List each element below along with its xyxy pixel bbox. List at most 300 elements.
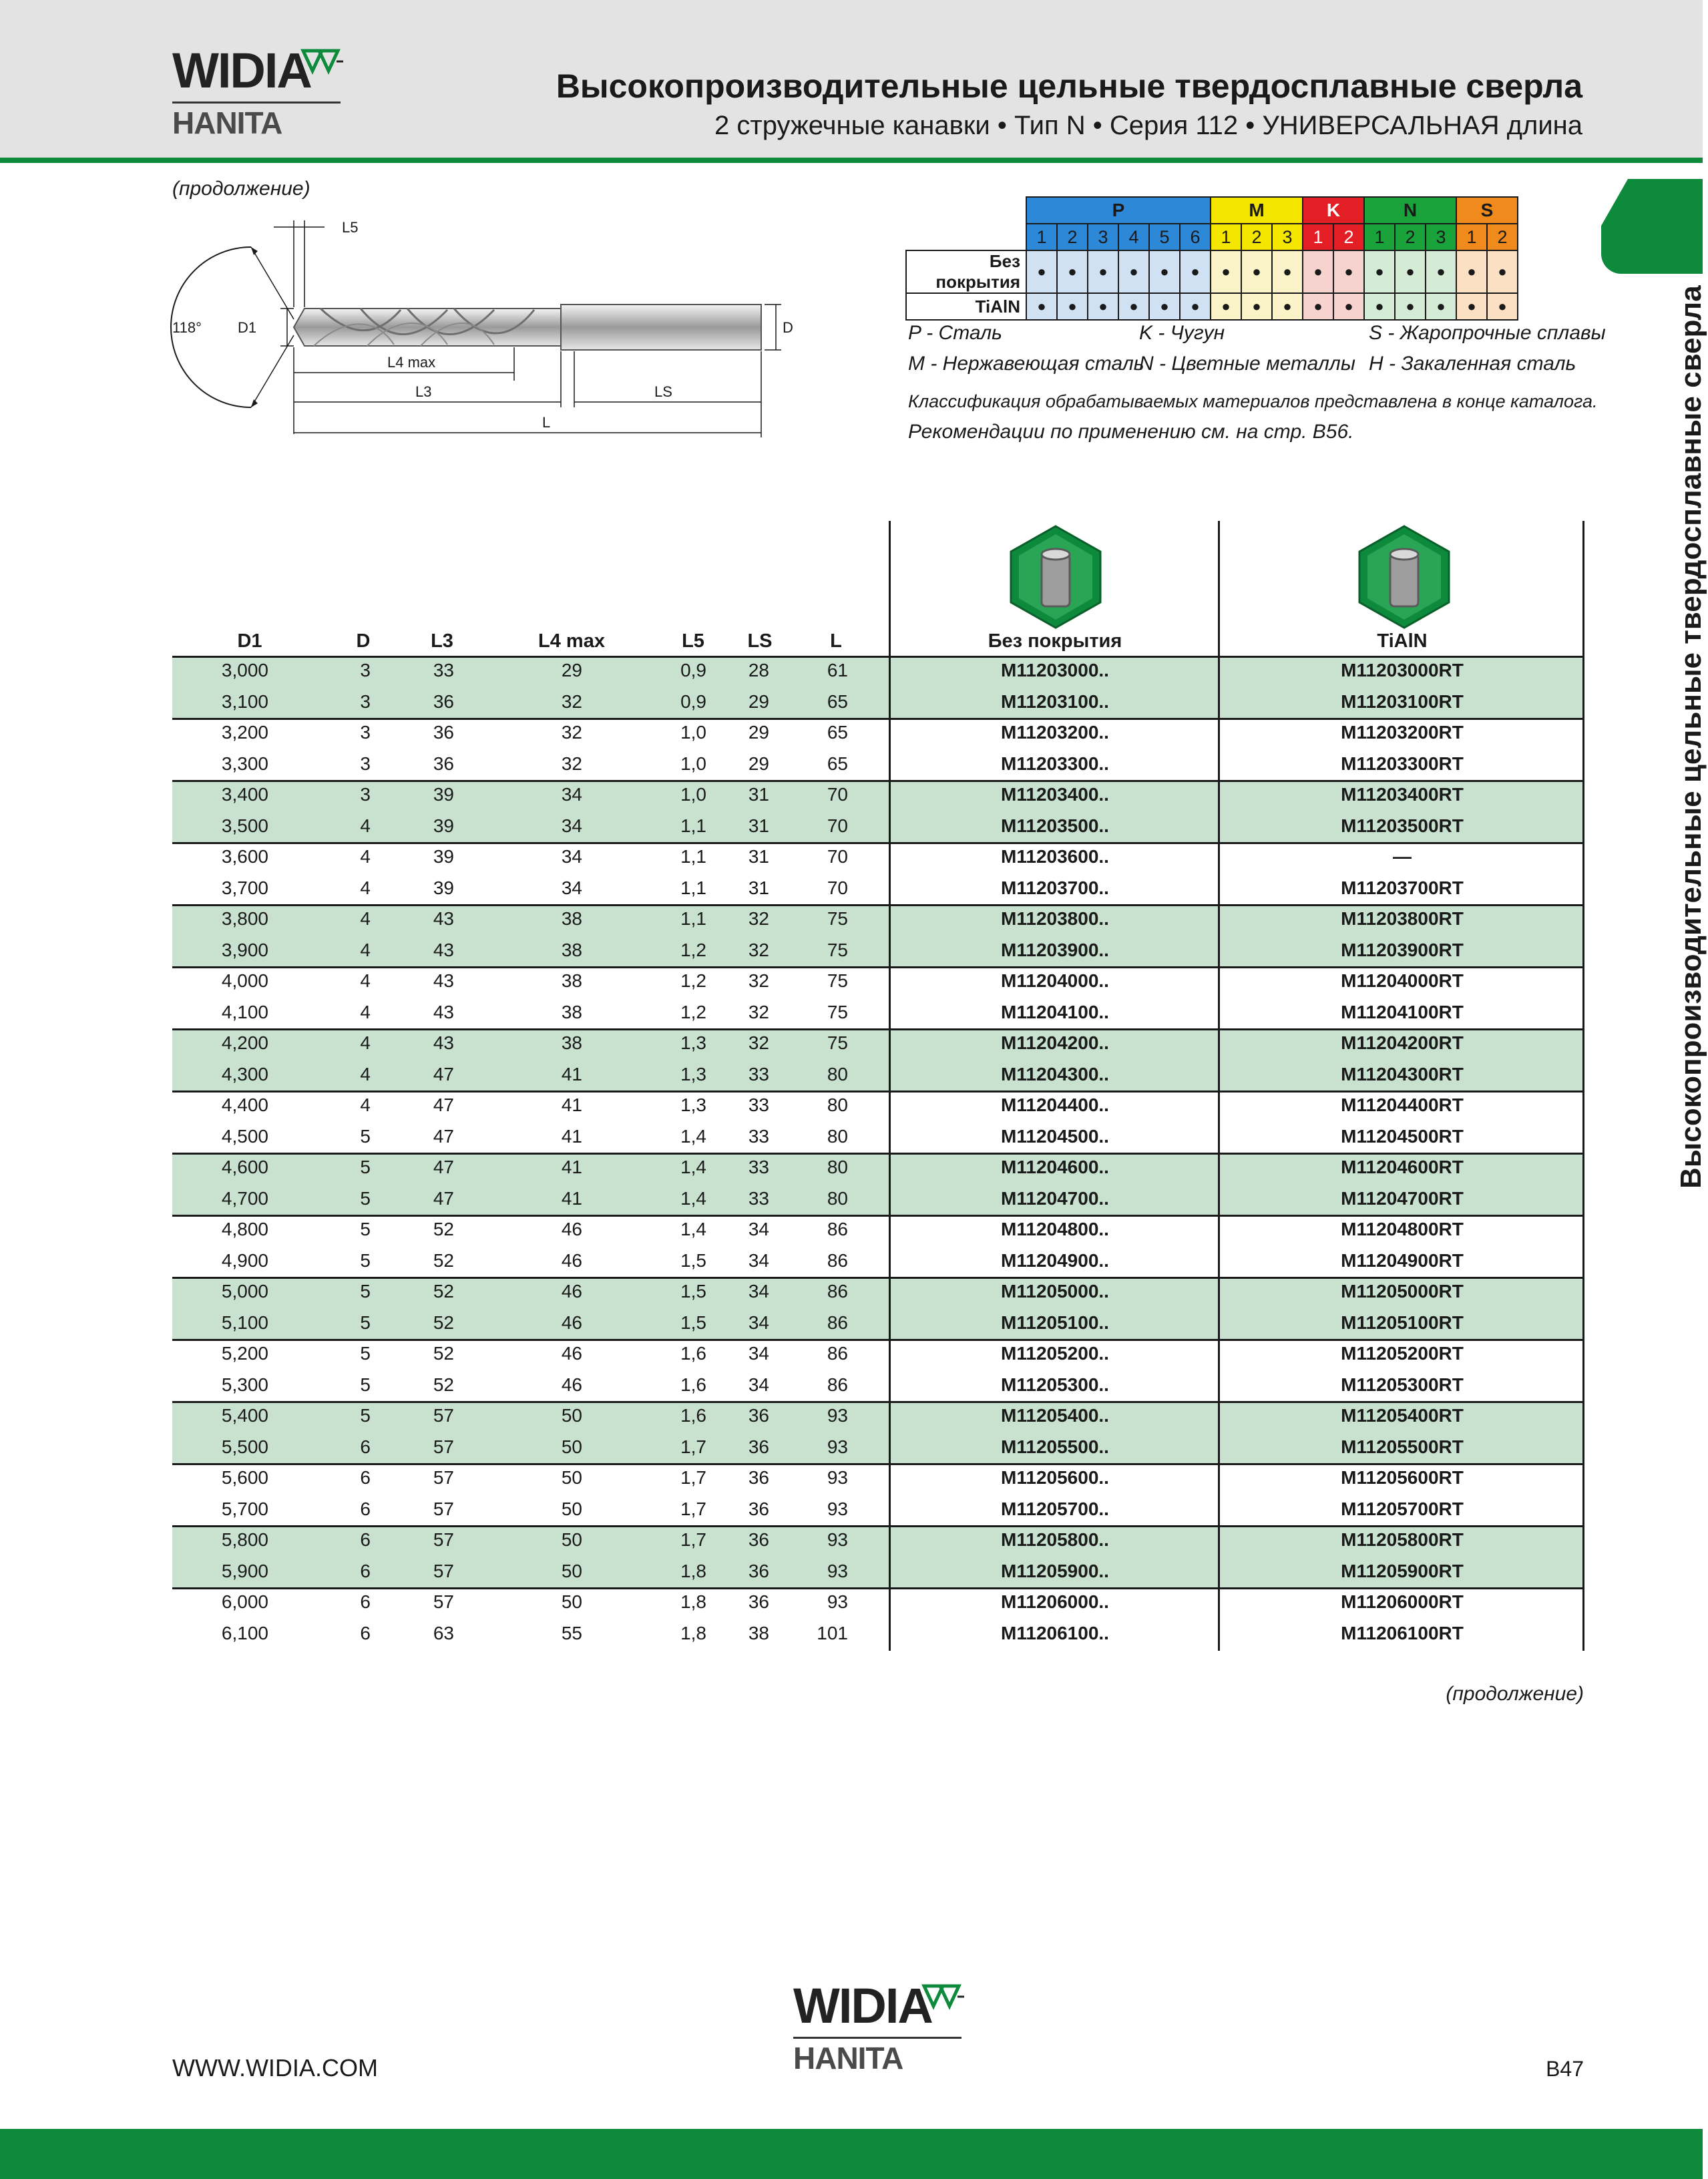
footer-logo xyxy=(793,1979,967,2079)
dimension-cell: 36 xyxy=(748,1405,769,1426)
part-number-cell: M11205800RT xyxy=(1341,1529,1464,1550)
part-number-cell: M11204600.. xyxy=(1001,1157,1109,1177)
dimension-cell: 36 xyxy=(433,690,454,712)
column-header: Без покрытия xyxy=(988,630,1122,652)
dimension-cell: 36 xyxy=(433,722,454,743)
dimension-cell: 4 xyxy=(360,1063,371,1084)
grid-dot: ● xyxy=(1026,250,1057,293)
dimension-cell: 1,3 xyxy=(680,1063,706,1084)
dimension-cell: 1,2 xyxy=(680,1001,706,1022)
logo-divider xyxy=(172,102,341,104)
part-number-cell: — xyxy=(1393,846,1412,867)
dimension-cell: 6 xyxy=(360,1529,371,1550)
dimension-cell: 5 xyxy=(360,1125,371,1147)
dimension-cell: 6 xyxy=(360,1622,371,1643)
part-number-cell: M11203700.. xyxy=(1001,877,1109,898)
part-number-cell: M11203700RT xyxy=(1341,877,1464,898)
dimension-cell: 5 xyxy=(360,1281,371,1302)
dimension-cell: 33 xyxy=(748,1063,769,1084)
dimension-cell: 57 xyxy=(433,1467,454,1488)
part-number-cell: M11205700.. xyxy=(1001,1498,1109,1519)
dimension-cell: 4,300 xyxy=(221,1063,268,1084)
dimension-cell: 34 xyxy=(561,815,582,836)
column-header: D xyxy=(356,630,371,652)
column-header: LS xyxy=(747,630,773,652)
dimension-cell: 3,000 xyxy=(221,660,268,680)
part-number-cell: M11204000.. xyxy=(1001,970,1109,991)
dimension-cell: 61 xyxy=(827,660,848,680)
grid-dot: ● xyxy=(1149,250,1180,293)
drill-ls-label: LS xyxy=(654,383,672,400)
part-number-cell: M11205600.. xyxy=(1001,1467,1109,1488)
grid-row-label: Без покрытия xyxy=(906,250,1026,293)
dimension-cell: 32 xyxy=(748,939,769,960)
grid-dot: ● xyxy=(1118,293,1149,320)
dimension-cell: 86 xyxy=(827,1249,848,1271)
grid-subgroup: 1 xyxy=(1456,224,1487,250)
dimension-cell: 39 xyxy=(433,846,454,867)
dimension-cell: 3 xyxy=(360,753,371,774)
dimension-cell: 4,000 xyxy=(221,970,268,991)
drill-d-label: D xyxy=(783,319,793,336)
column-header: L4 max xyxy=(538,630,605,652)
dimension-cell: 1,8 xyxy=(680,1591,706,1612)
grid-subgroup: 2 xyxy=(1333,224,1364,250)
dimension-cell: 93 xyxy=(827,1591,848,1612)
part-number-cell: M11203300RT xyxy=(1341,753,1464,774)
dimension-cell: 3 xyxy=(360,722,371,743)
dimension-cell: 1,1 xyxy=(680,877,706,898)
dimension-cell: 1,3 xyxy=(680,1095,706,1115)
part-number-cell: M11203200.. xyxy=(1001,722,1109,743)
dimension-cell: 80 xyxy=(827,1125,848,1147)
dimension-cell: 1,1 xyxy=(680,815,706,836)
dimension-cell: 57 xyxy=(433,1436,454,1457)
dimension-cell: 75 xyxy=(827,1032,848,1053)
grid-dot: ● xyxy=(1426,250,1456,293)
dimension-cell: 4 xyxy=(360,939,371,960)
grid-dot: ● xyxy=(1333,250,1364,293)
dimension-cell: 93 xyxy=(827,1467,848,1488)
dimension-cell: 43 xyxy=(433,1001,454,1022)
dimension-cell: 41 xyxy=(561,1187,582,1209)
dimension-cell: 5 xyxy=(360,1312,371,1333)
dimension-cell: 41 xyxy=(561,1095,582,1115)
dimension-cell: 3,400 xyxy=(221,784,268,805)
part-number-cell: M11205700RT xyxy=(1341,1498,1464,1519)
dimension-cell: 5,200 xyxy=(221,1343,268,1364)
dimension-cell: 4 xyxy=(360,970,371,991)
part-number-cell: M11205200.. xyxy=(1001,1343,1109,1364)
dimension-cell: 39 xyxy=(433,815,454,836)
dimension-cell: 4,200 xyxy=(221,1032,268,1053)
dimension-cell: 52 xyxy=(433,1249,454,1271)
dimension-cell: 50 xyxy=(561,1405,582,1426)
dimension-cell: 5,500 xyxy=(221,1436,268,1457)
grid-subgroup: 1 xyxy=(1303,224,1333,250)
dimension-cell: 34 xyxy=(748,1219,769,1239)
dimension-cell: 5 xyxy=(360,1374,371,1395)
dimension-cell: 70 xyxy=(827,784,848,805)
part-number-cell: M11204800.. xyxy=(1001,1219,1109,1239)
grid-dot: ● xyxy=(1456,250,1487,293)
dimension-cell: 70 xyxy=(827,877,848,898)
part-number-cell: M11204500RT xyxy=(1341,1125,1464,1147)
dimension-cell: 31 xyxy=(748,784,769,805)
widia-triangle-icon xyxy=(299,47,346,80)
dimension-cell: 1,6 xyxy=(680,1374,706,1395)
footer-logo-hanita: HANITA xyxy=(793,2041,903,2075)
row-group-divider xyxy=(172,1587,1584,1589)
dimension-cell: 50 xyxy=(561,1467,582,1488)
grid-dot: ● xyxy=(1487,293,1518,320)
part-number-cell: M11205300.. xyxy=(1001,1374,1109,1395)
grid-subgroup: 3 xyxy=(1426,224,1456,250)
grid-dot: ● xyxy=(1456,293,1487,320)
dimension-cell: 38 xyxy=(561,908,582,929)
grid-dot: ● xyxy=(1426,293,1456,320)
column-header: D1 xyxy=(237,630,262,652)
dimension-cell: 32 xyxy=(561,722,582,743)
dimension-cell: 57 xyxy=(433,1591,454,1612)
legend-item: H - Закаленная сталь xyxy=(1369,353,1576,375)
part-number-cell: M11205000RT xyxy=(1341,1281,1464,1302)
grid-subgroup: 2 xyxy=(1057,224,1088,250)
dimension-cell: 36 xyxy=(748,1436,769,1457)
dimension-cell: 29 xyxy=(748,690,769,712)
grid-dot: ● xyxy=(1026,293,1057,320)
dimension-cell: 1,0 xyxy=(680,722,706,743)
part-number-cell: M11203500RT xyxy=(1341,815,1464,836)
grid-group-p: P xyxy=(1026,197,1211,224)
grid-group-m: M xyxy=(1211,197,1303,224)
part-number-cell: M11206100.. xyxy=(1001,1622,1109,1643)
dimension-cell: 93 xyxy=(827,1436,848,1457)
dimension-cell: 5,000 xyxy=(221,1281,268,1302)
part-number-cell: M11203400.. xyxy=(1001,784,1109,805)
dimension-cell: 36 xyxy=(748,1467,769,1488)
dimension-cell: 75 xyxy=(827,1001,848,1022)
grid-dot: ● xyxy=(1333,293,1364,320)
dimension-cell: 36 xyxy=(748,1560,769,1581)
dimension-cell: 75 xyxy=(827,908,848,929)
legend-recommendation-note: Рекомендации по применению см. на стр. B56. xyxy=(908,421,1354,443)
part-number-cell: M11204200.. xyxy=(1001,1032,1109,1053)
dimension-cell: 93 xyxy=(827,1405,848,1426)
grid-dot: ● xyxy=(1057,293,1088,320)
dimension-cell: 6 xyxy=(360,1591,371,1612)
dimension-cell: 5,900 xyxy=(221,1560,268,1581)
column-header: TiAlN xyxy=(1377,630,1428,652)
dimension-cell: 34 xyxy=(748,1312,769,1333)
dimension-cell: 32 xyxy=(748,1032,769,1053)
dimension-cell: 80 xyxy=(827,1095,848,1115)
grid-dot: ● xyxy=(1303,250,1333,293)
continued-top: (продолжение) xyxy=(172,178,310,200)
dimension-cell: 1,2 xyxy=(680,939,706,960)
dimension-cell: 28 xyxy=(748,660,769,680)
dimension-cell: 0,9 xyxy=(680,690,706,712)
dimension-cell: 75 xyxy=(827,939,848,960)
grid-dot: ● xyxy=(1057,250,1088,293)
dimension-cell: 52 xyxy=(433,1219,454,1239)
dimension-cell: 101 xyxy=(817,1622,848,1643)
part-number-cell: M11205500.. xyxy=(1001,1436,1109,1457)
grid-subgroup: 2 xyxy=(1487,224,1518,250)
grid-subgroup: 3 xyxy=(1088,224,1118,250)
dimension-cell: 4,700 xyxy=(221,1187,268,1209)
grid-dot: ● xyxy=(1149,293,1180,320)
dimension-cell: 6,000 xyxy=(221,1591,268,1612)
column-divider xyxy=(889,521,891,1651)
dimension-cell: 3,700 xyxy=(221,877,268,898)
row-group-divider xyxy=(172,1401,1584,1403)
section-tab-notch xyxy=(1601,179,1628,226)
legend-item: N - Цветные металлы xyxy=(1139,353,1355,375)
part-number-cell: M11203000.. xyxy=(1001,660,1109,680)
dimension-cell: 29 xyxy=(561,660,582,680)
dimension-cell: 1,0 xyxy=(680,753,706,774)
part-number-cell: M11204400RT xyxy=(1341,1095,1464,1115)
dimension-cell: 63 xyxy=(433,1622,454,1643)
part-number-cell: M11205400.. xyxy=(1001,1405,1109,1426)
part-number-cell: M11203300.. xyxy=(1001,753,1109,774)
dimension-cell: 4 xyxy=(360,815,371,836)
part-number-cell: M11204700.. xyxy=(1001,1187,1109,1209)
dimension-cell: 47 xyxy=(433,1095,454,1115)
dimension-cell: 32 xyxy=(561,753,582,774)
row-group-divider xyxy=(172,1277,1584,1279)
dimension-cell: 1,4 xyxy=(680,1187,706,1209)
dimension-cell: 3,300 xyxy=(221,753,268,774)
dimension-cell: 46 xyxy=(561,1249,582,1271)
dimension-cell: 0,9 xyxy=(680,660,706,680)
column-header: L xyxy=(830,630,842,652)
part-number-cell: M11203200RT xyxy=(1341,722,1464,743)
part-number-cell: M11205800.. xyxy=(1001,1529,1109,1550)
dimension-cell: 29 xyxy=(748,722,769,743)
dimension-cell: 86 xyxy=(827,1219,848,1239)
part-number-cell: M11205900.. xyxy=(1001,1560,1109,1581)
dimension-cell: 3,200 xyxy=(221,722,268,743)
part-number-cell: M11203100RT xyxy=(1341,690,1464,712)
grid-subgroup: 2 xyxy=(1395,224,1426,250)
dimension-cell: 1,7 xyxy=(680,1467,706,1488)
part-number-cell: M11205100.. xyxy=(1001,1312,1109,1333)
dimension-cell: 4 xyxy=(360,846,371,867)
dimension-cell: 80 xyxy=(827,1063,848,1084)
row-group-divider xyxy=(172,1463,1584,1465)
part-number-cell: M11204600RT xyxy=(1341,1157,1464,1177)
row-group-divider xyxy=(172,656,1584,658)
drill-drawing xyxy=(160,207,801,454)
grid-subgroup: 6 xyxy=(1180,224,1211,250)
dimension-cell: 5 xyxy=(360,1249,371,1271)
part-number-cell: M11205100RT xyxy=(1341,1312,1464,1333)
dimension-cell: 4 xyxy=(360,1032,371,1053)
dimension-cell: 6 xyxy=(360,1436,371,1457)
grid-subgroup: 1 xyxy=(1364,224,1395,250)
dimension-cell: 4,400 xyxy=(221,1095,268,1115)
dimension-cell: 46 xyxy=(561,1374,582,1395)
dimension-cell: 1,6 xyxy=(680,1343,706,1364)
dimension-cell: 39 xyxy=(433,877,454,898)
dimension-cell: 4,800 xyxy=(221,1219,268,1239)
dimension-cell: 86 xyxy=(827,1281,848,1302)
row-group-divider xyxy=(172,1525,1584,1527)
dimension-cell: 47 xyxy=(433,1125,454,1147)
logo-widia: WIDIA xyxy=(172,43,311,98)
dimension-cell: 34 xyxy=(561,784,582,805)
footer-logo-divider xyxy=(793,2037,962,2039)
part-number-cell: M11204400.. xyxy=(1001,1095,1109,1115)
grid-dot: ● xyxy=(1303,293,1333,320)
material-application-grid xyxy=(905,196,1518,321)
dimension-cell: 3 xyxy=(360,690,371,712)
legend-item: P - Сталь xyxy=(908,322,1002,344)
dimension-cell: 1,7 xyxy=(680,1498,706,1519)
dimension-cell: 4 xyxy=(360,877,371,898)
dimension-cell: 32 xyxy=(748,1001,769,1022)
dimension-cell: 50 xyxy=(561,1498,582,1519)
dimension-cell: 5,700 xyxy=(221,1498,268,1519)
dimension-cell: 3,800 xyxy=(221,908,268,929)
column-divider xyxy=(1218,521,1220,1651)
row-group-divider xyxy=(172,780,1584,782)
legend-item: K - Чугун xyxy=(1139,322,1225,344)
footer-url[interactable]: WWW.WIDIA.COM xyxy=(172,2054,378,2082)
dimension-cell: 43 xyxy=(433,908,454,929)
dimension-cell: 65 xyxy=(827,753,848,774)
dimension-cell: 47 xyxy=(433,1157,454,1177)
tialn-drill-icon xyxy=(1355,524,1453,630)
grid-dot: ● xyxy=(1487,250,1518,293)
part-number-cell: M11203800RT xyxy=(1341,908,1464,929)
dimension-cell: 4,100 xyxy=(221,1001,268,1022)
grid-dot: ● xyxy=(1241,250,1272,293)
part-number-cell: M11204500.. xyxy=(1001,1125,1109,1147)
dimension-cell: 33 xyxy=(433,660,454,680)
row-group-divider xyxy=(172,904,1584,906)
logo-hanita: HANITA xyxy=(172,106,282,140)
dimension-cell: 52 xyxy=(433,1281,454,1302)
part-number-cell: M11206000.. xyxy=(1001,1591,1109,1612)
dimension-cell: 57 xyxy=(433,1529,454,1550)
dimension-cell: 5,800 xyxy=(221,1529,268,1550)
dimension-cell: 80 xyxy=(827,1187,848,1209)
dimension-cell: 36 xyxy=(433,753,454,774)
column-header: L3 xyxy=(431,630,453,652)
footer-widia-triangle-icon xyxy=(920,1982,967,2015)
grid-dot: ● xyxy=(1395,250,1426,293)
dimension-cell: 5,100 xyxy=(221,1312,268,1333)
dimension-cell: 80 xyxy=(827,1157,848,1177)
dimension-cell: 38 xyxy=(748,1622,769,1643)
grid-dot: ● xyxy=(1211,293,1241,320)
dimension-cell: 3,100 xyxy=(221,690,268,712)
dimension-cell: 38 xyxy=(561,1032,582,1053)
row-group-divider xyxy=(172,718,1584,720)
part-number-cell: M11203400RT xyxy=(1341,784,1464,805)
dimension-cell: 4,600 xyxy=(221,1157,268,1177)
dimension-cell: 1,6 xyxy=(680,1405,706,1426)
dimension-cell: 1,5 xyxy=(680,1249,706,1271)
dimension-cell: 31 xyxy=(748,815,769,836)
dimension-cell: 32 xyxy=(561,690,582,712)
dimension-cell: 34 xyxy=(748,1374,769,1395)
grid-dot: ● xyxy=(1088,250,1118,293)
dimension-cell: 50 xyxy=(561,1591,582,1612)
part-number-cell: M11203100.. xyxy=(1001,690,1109,712)
dimension-cell: 31 xyxy=(748,877,769,898)
dimension-cell: 33 xyxy=(748,1095,769,1115)
dimension-cell: 1,4 xyxy=(680,1125,706,1147)
grid-subgroup: 1 xyxy=(1026,224,1057,250)
grid-dot: ● xyxy=(1364,250,1395,293)
dimension-cell: 36 xyxy=(748,1498,769,1519)
row-group-divider xyxy=(172,842,1584,844)
dimension-cell: 33 xyxy=(748,1157,769,1177)
dimension-cell: 5 xyxy=(360,1187,371,1209)
dimension-cell: 36 xyxy=(748,1529,769,1550)
dimension-cell: 3,500 xyxy=(221,815,268,836)
part-number-cell: M11205000.. xyxy=(1001,1281,1109,1302)
dimension-cell: 6 xyxy=(360,1498,371,1519)
grid-group-s: S xyxy=(1456,197,1518,224)
dimension-cell: 38 xyxy=(561,939,582,960)
dimension-cell: 93 xyxy=(827,1498,848,1519)
drill-d1-label: D1 xyxy=(238,319,257,336)
drill-l4max-label: L4 max xyxy=(387,354,436,371)
part-number-cell: M11204900.. xyxy=(1001,1249,1109,1271)
dimension-cell: 1,0 xyxy=(680,784,706,805)
dimension-cell: 75 xyxy=(827,970,848,991)
grid-corner xyxy=(906,197,1026,224)
dimension-cell: 1,8 xyxy=(680,1622,706,1643)
dimension-cell: 86 xyxy=(827,1312,848,1333)
dimension-cell: 46 xyxy=(561,1219,582,1239)
dimension-cell: 34 xyxy=(748,1281,769,1302)
part-number-cell: M11203600.. xyxy=(1001,846,1109,867)
dimension-cell: 52 xyxy=(433,1312,454,1333)
dimension-cell: 33 xyxy=(748,1187,769,1209)
dimension-cell: 5 xyxy=(360,1405,371,1426)
legend-classification-note: Классификация обрабатываемых материалов представлена в конце каталога. xyxy=(908,391,1598,411)
dimension-cell: 43 xyxy=(433,970,454,991)
legend-item: M - Нержавеющая сталь xyxy=(908,353,1144,375)
part-number-cell: M11205600RT xyxy=(1341,1467,1464,1488)
part-number-cell: M11205900RT xyxy=(1341,1560,1464,1581)
row-group-divider xyxy=(172,1028,1584,1030)
grid-corner-2 xyxy=(906,224,1026,250)
grid-dot: ● xyxy=(1211,250,1241,293)
continued-bottom: (продолжение) xyxy=(1446,1683,1584,1705)
dimension-cell: 4 xyxy=(360,1001,371,1022)
grid-subgroup: 2 xyxy=(1241,224,1272,250)
part-number-cell: M11204200RT xyxy=(1341,1032,1464,1053)
dimension-cell: 43 xyxy=(433,1032,454,1053)
part-number-cell: M11205400RT xyxy=(1341,1405,1464,1426)
widia-hanita-logo xyxy=(172,44,346,151)
footer-band xyxy=(0,2129,1703,2179)
dimension-cell: 46 xyxy=(561,1312,582,1333)
grid-dot: ● xyxy=(1241,293,1272,320)
part-number-cell: M11205300RT xyxy=(1341,1374,1464,1395)
dimension-cell: 38 xyxy=(561,970,582,991)
part-number-cell: M11203000RT xyxy=(1341,660,1464,680)
dimension-cell: 4,900 xyxy=(221,1249,268,1271)
part-number-cell: M11204300.. xyxy=(1001,1063,1109,1084)
